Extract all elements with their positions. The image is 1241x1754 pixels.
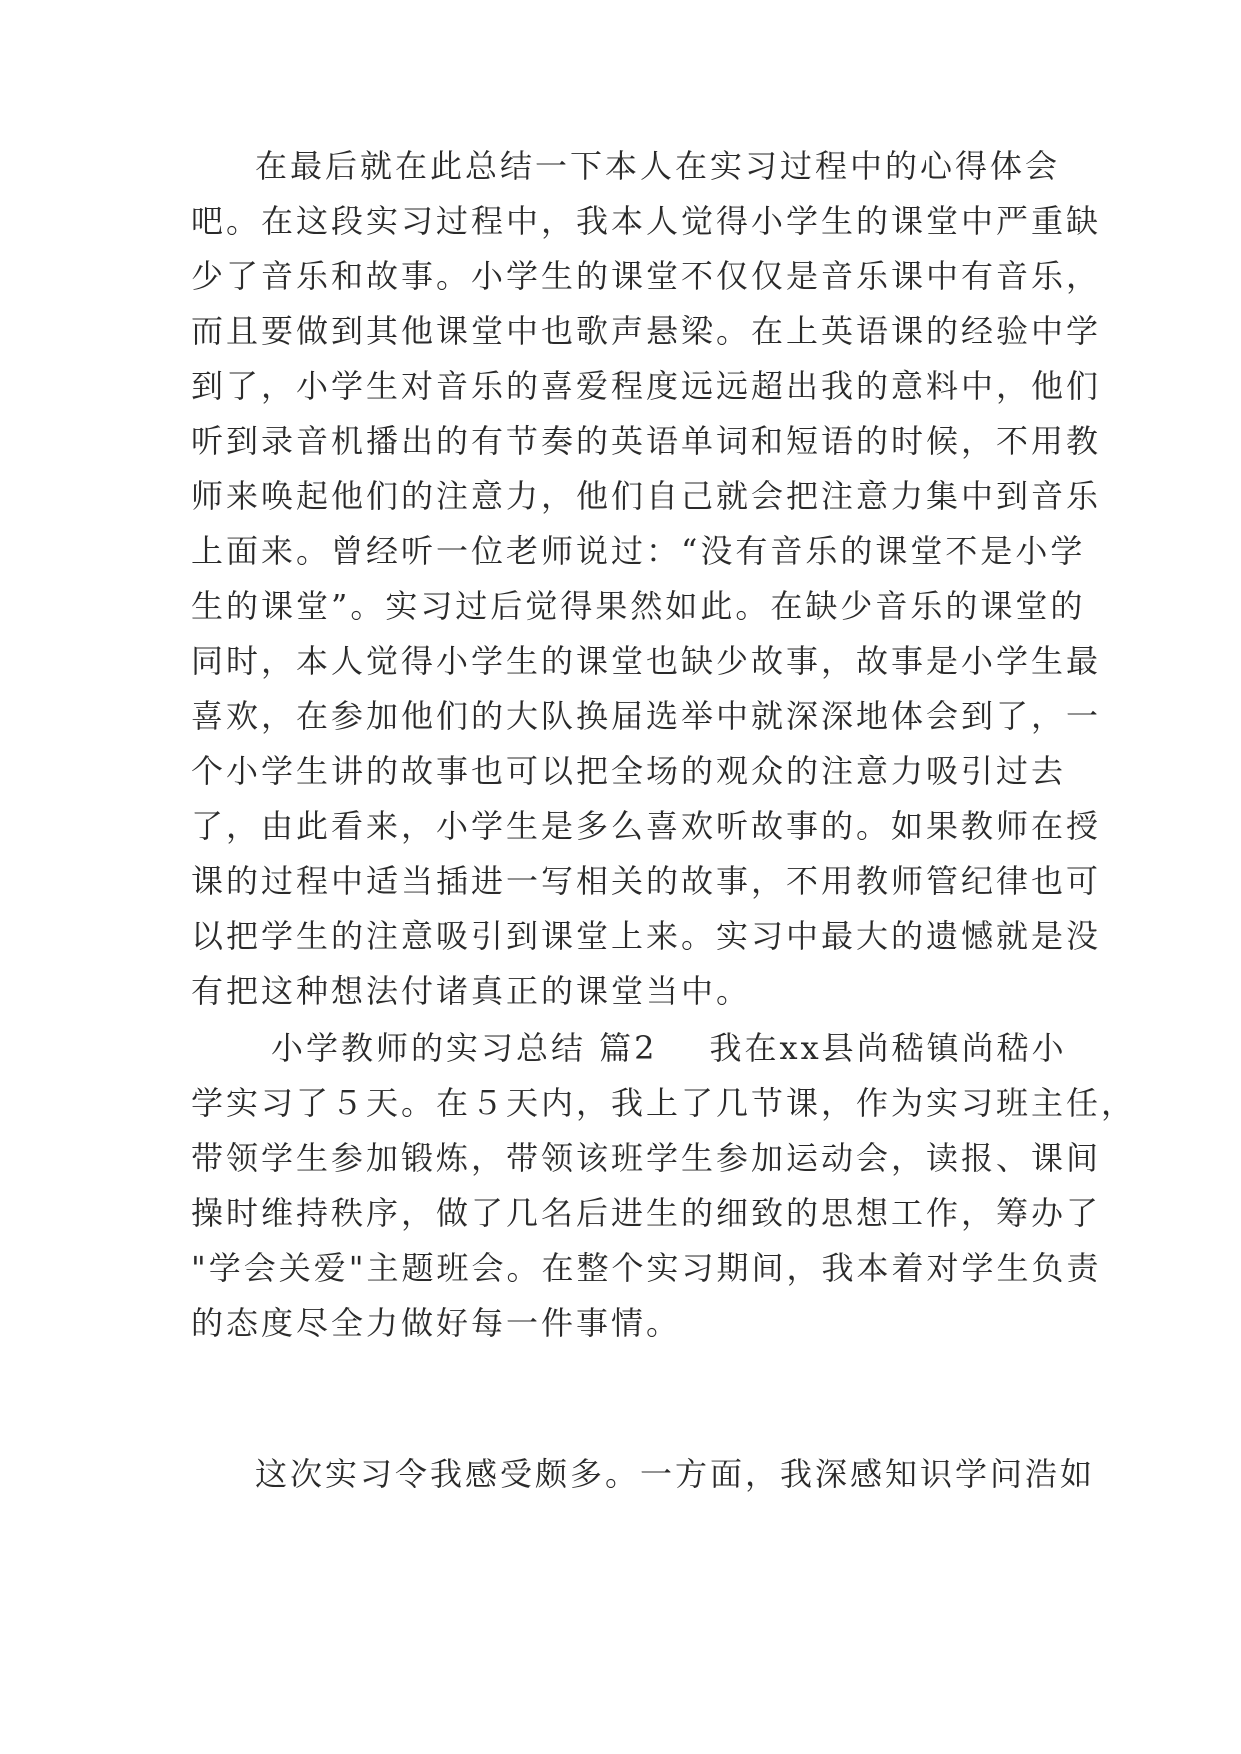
- paragraph-2-line-4: "学会关爱"主题班会。在整个实习期间，我本着对学生负责: [191, 1249, 1102, 1287]
- paragraph-1-line-4: 而且要做到其他课堂中也歌声悬梁。在上英语课的经验中学: [191, 312, 1102, 350]
- paragraph-1-line-8: 上面来。曾经听一位老师说过：“没有音乐的课堂不是小学: [191, 532, 1086, 570]
- section-heading-line: [191, 1018, 1067, 1078]
- section-heading: 小学教师的实习总结 篇2: [271, 1029, 658, 1067]
- paragraph-1-line-11: 喜欢，在参加他们的大队换届选举中就深深地体会到了，一: [191, 697, 1102, 735]
- paragraph-3-line-1: 这次实习令我感受颇多。一方面，我深感知识学问浩如: [255, 1455, 1096, 1493]
- paragraph-1-line-13: 了，由此看来，小学生是多么喜欢听故事的。如果教师在授: [191, 807, 1102, 845]
- paragraph-2-line-3: 操时维持秩序，做了几名后进生的细致的思想工作，筹办了: [191, 1194, 1102, 1232]
- paragraph-1-line-1: 在最后就在此总结一下本人在实习过程中的心得体会: [255, 147, 1061, 185]
- paragraph-2-start: 我在xx县尚嵇镇尚嵇小: [709, 1029, 1067, 1067]
- paragraph-2-line-1: 学实习了５天。在５天内，我上了几节课，作为实习班主任，: [191, 1084, 1137, 1122]
- paragraph-1-line-3: 少了音乐和故事。小学生的课堂不仅仅是音乐课中有音乐，: [191, 257, 1102, 295]
- paragraph-1-line-2: 吧。在这段实习过程中，我本人觉得小学生的课堂中严重缺: [191, 202, 1102, 240]
- paragraph-1-line-12: 个小学生讲的故事也可以把全场的观众的注意力吸引过去: [191, 752, 1067, 790]
- paragraph-1-line-10: 同时，本人觉得小学生的课堂也缺少故事，故事是小学生最: [191, 642, 1102, 680]
- paragraph-1-line-9: 生的课堂”。实习过后觉得果然如此。在缺少音乐的课堂的: [191, 587, 1086, 625]
- paragraph-1-line-16: 有把这种想法付诸真正的课堂当中。: [191, 972, 752, 1010]
- paragraph-1-line-7: 师来唤起他们的注意力，他们自己就会把注意力集中到音乐: [191, 477, 1102, 515]
- paragraph-2-line-5: 的态度尽全力做好每一件事情。: [191, 1304, 682, 1342]
- paragraph-1-line-14: 课的过程中适当插进一写相关的故事，不用教师管纪律也可: [191, 862, 1102, 900]
- paragraph-1-line-6: 听到录音机播出的有节奏的英语单词和短语的时候，不用教: [191, 422, 1102, 460]
- paragraph-2-line-2: 带领学生参加锻炼，带领该班学生参加运动会，读报、课间: [191, 1139, 1102, 1177]
- paragraph-1-line-5: 到了，小学生对音乐的喜爱程度远远超出我的意料中，他们: [191, 367, 1102, 405]
- paragraph-1-line-15: 以把学生的注意吸引到课堂上来。实习中最大的遗憾就是没: [191, 917, 1102, 955]
